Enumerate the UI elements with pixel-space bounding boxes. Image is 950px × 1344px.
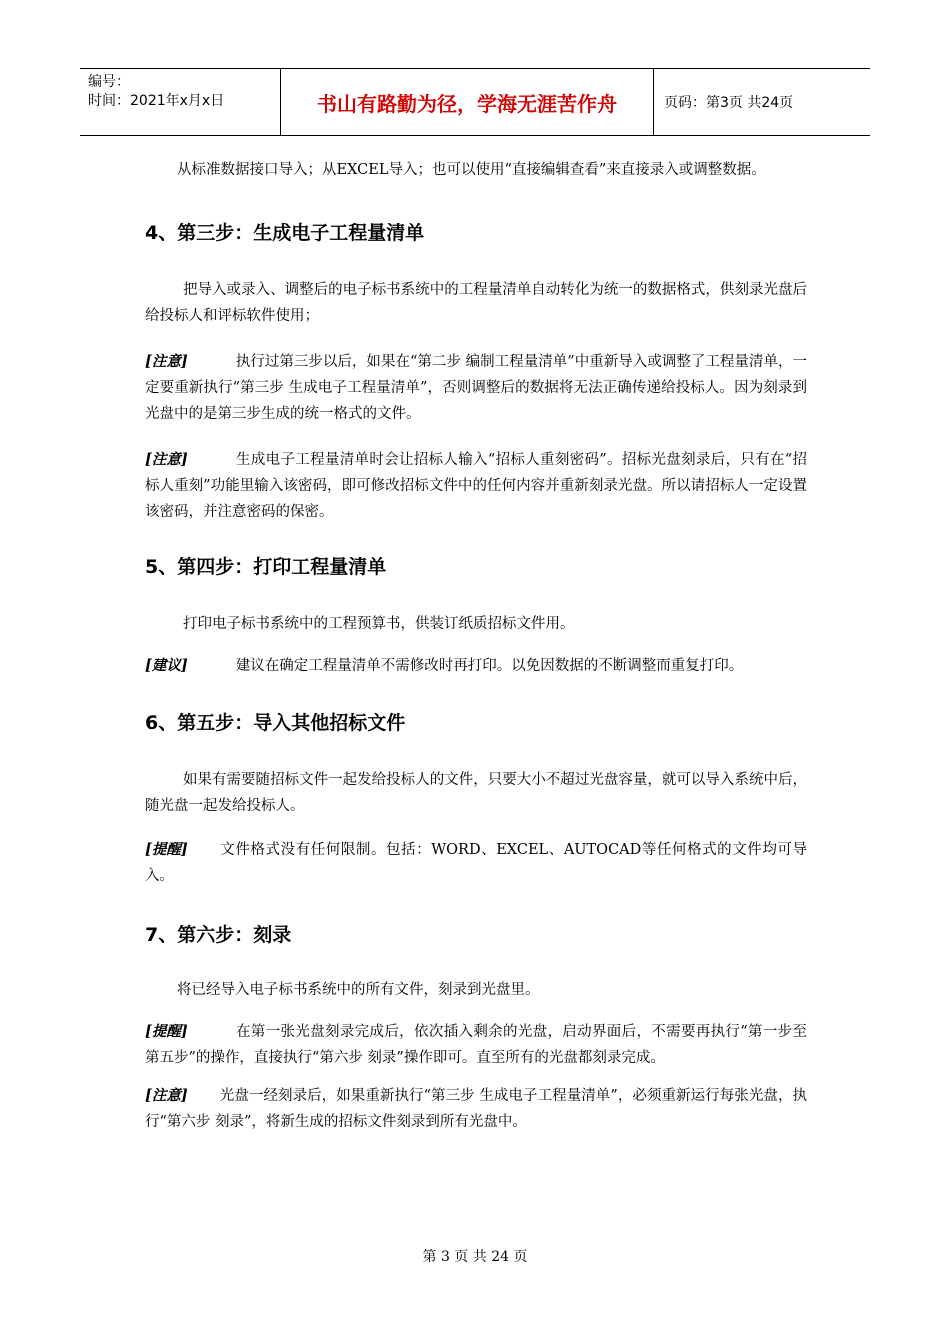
section-heading-step4: 5、第四步：打印工程量清单 [145, 556, 387, 578]
step4-paragraph: 打印电子标书系统中的工程预算书，供装订纸质招标文件用。 [183, 616, 575, 632]
header-motto: 书山有路勤为径，学海无涯苦作舟 [281, 69, 654, 135]
document-body [145, 155, 807, 1135]
section-heading-step5: 6、第五步：导入其他招标文件 [145, 712, 406, 734]
reminder-tag: [提醒] [145, 1023, 188, 1040]
suggestion-tag: [建议] [145, 657, 188, 674]
step5-paragraph: 如果有需要随招标文件一起发给投标人的文件，只要大小不超过光盘容量，就可以导入系统中后，随光盘一起发给投标人。 [145, 772, 807, 814]
page-header [80, 68, 870, 136]
note-paragraph-3 [145, 1083, 807, 1135]
note-tag: [注意] [145, 451, 188, 468]
header-meta [80, 69, 281, 135]
note-paragraph-2 [145, 447, 807, 525]
note-tag: [注意] [145, 353, 188, 370]
note-paragraph-1 [145, 349, 807, 427]
section-heading-step6: 7、第六步：刻录 [145, 924, 292, 946]
document-number-label: 编号： [88, 74, 130, 90]
suggestion-text: 建议在确定工程量清单不需修改时再打印。以免因数据的不断调整而重复打印。 [235, 658, 744, 674]
note-text: 执行过第三步以后，如果在“第二步 编制工程量清单”中重新导入或调整了工程量清单，一定要重新执行“第三步 生成电子工程量清单”，否则调整后的数据将无法正确传递给投标人。因为刻录到光盘中的是第三步生成的统一格式的文件。 [145, 354, 807, 422]
suggestion-paragraph [145, 653, 807, 679]
document-time-label: 时间：2021年x月x日 [88, 93, 225, 109]
reminder-tag: [提醒] [145, 841, 188, 858]
reminder-text: 在第一张光盘刻录完成后，依次插入剩余的光盘，启动界面后，不需要再执行“第一步至第五步”的操作，直接执行“第六步 刻录”操作即可。直至所有的光盘都刻录完成。 [145, 1024, 807, 1066]
intro-paragraph: 从标准数据接口导入；从EXCEL导入；也可以使用“直接编辑查看”来直接录入或调整数据。 [177, 162, 766, 178]
reminder-paragraph-1 [145, 837, 807, 889]
note-text: 生成电子工程量清单时会让招标人输入“招标人重刻密码”。招标光盘刻录后，只有在“招标人重刻”功能里输入该密码，即可修改招标文件中的任何内容并重新刻录光盘。所以请招标人一定设置该密码，并注意密码的保密。 [145, 452, 807, 520]
section-heading-step3: 4、第三步：生成电子工程量清单 [145, 222, 425, 244]
step3-paragraph: 把导入或录入、调整后的电子标书系统中的工程量清单自动转化为统一的数据格式，供刻录光盘后给投标人和评标软件使用； [145, 282, 807, 324]
reminder-paragraph-2 [145, 1019, 807, 1071]
note-tag: [注意] [145, 1087, 188, 1104]
reminder-text: 文件格式没有任何限制。包括：WORD、EXCEL、AUTOCAD等任何格式的文件均可导入。 [145, 842, 807, 884]
step6-paragraph: 将已经导入电子标书系统中的所有文件，刻录到光盘里。 [177, 982, 540, 998]
note-text: 光盘一经刻录后，如果重新执行“第三步 生成电子工程量清单”，必须重新运行每张光盘，执行“第六步 刻录”，将新生成的招标文件刻录到所有光盘中。 [145, 1088, 807, 1130]
header-page-number: 页码：第3页 共24页 [664, 95, 794, 111]
page-footer: 第 3 页 共 24 页 [422, 1249, 528, 1265]
